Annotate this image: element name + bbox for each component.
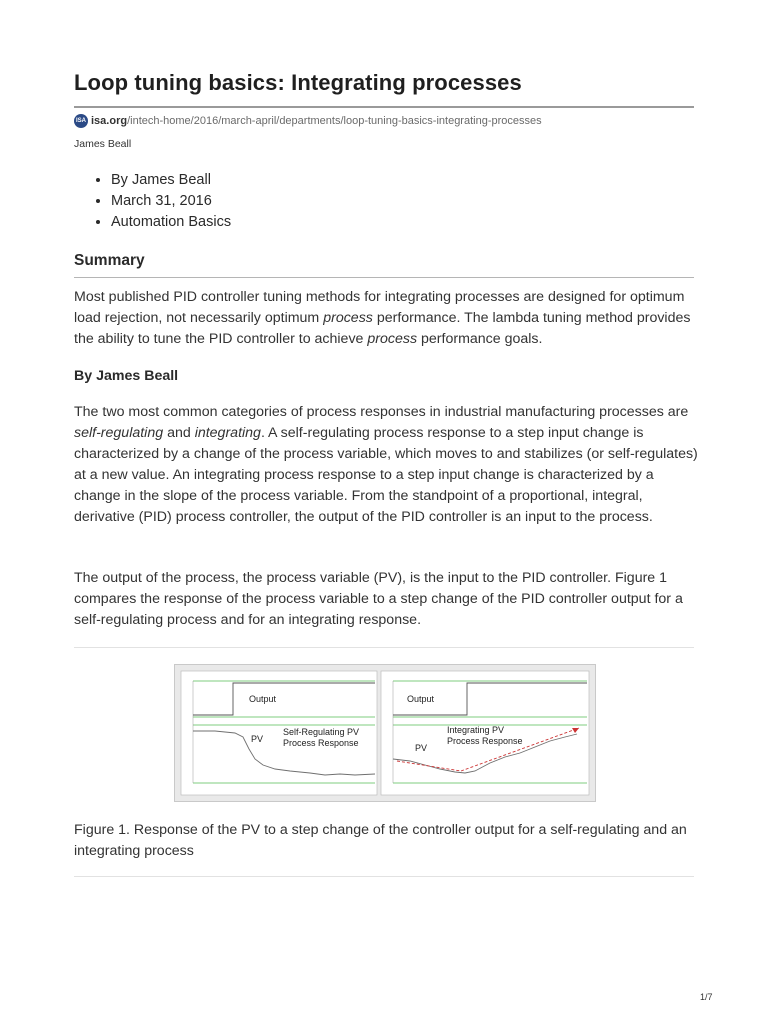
meta-byline: • By James Beall [111, 170, 231, 191]
url-path[interactable]: /intech-home/2016/march-april/departments/loop-tuning-basics-integrating-processes [127, 115, 542, 127]
byline: By James Beall [74, 368, 179, 384]
right-title-line-2: Process Response [447, 736, 523, 746]
title-divider [74, 106, 694, 108]
figure-1-chart [175, 665, 595, 801]
left-title-line-2: Process Response [283, 738, 359, 748]
figure-1-caption: Figure 1. Response of the PV to a step change of the controller output for a self-regulating and an integrating process [74, 822, 687, 859]
right-pv-label: PV [415, 743, 428, 753]
body-paragraph-2: The output of the process, the process variable (PV), is the input to the PID controller. Figure 1 compares the response of the process variable to a step change of the PID controller output for a self-regulating process and for an integrating response. [74, 570, 683, 628]
left-output-label: Output [249, 694, 277, 704]
figure-bottom-divider [74, 876, 694, 877]
author-name: James Beall [74, 138, 132, 150]
summary-paragraph: Most published PID controller tuning methods for integrating processes are designed for optimum load rejection, not necessarily optimum process performance. The lambda tuning method provides the ability to tune the PID controller to achieve process performance goals. [74, 289, 691, 347]
body-paragraph-1: The two most common categories of process responses in industrial manufacturing processes are self-regulating and integrating. A self-regulating process response to a step input change is characterized by a change of the process variable, which moves to and stabilizes (or self-regulates) at a new value. An integrating process response to a step input change is characterized by a change in the slope of the process variable. From the standpoint of a proportional, integral, derivative (PID) process controller, the output of the PID controller is an input to the process. [74, 404, 698, 525]
right-output-label: Output [407, 694, 435, 704]
figure-1-image [174, 664, 596, 802]
right-title-line-1: Integrating PV [447, 725, 505, 735]
summary-divider [74, 277, 694, 278]
page-title: Loop tuning basics: Integrating processes [74, 70, 522, 95]
figure-top-divider [74, 647, 694, 648]
left-pv-label: PV [251, 734, 264, 744]
left-title-line-1: Self-Regulating PV [283, 727, 360, 737]
isa-logo-icon: ISA [74, 114, 88, 128]
meta-date: • March 31, 2016 [111, 191, 231, 212]
source-url[interactable] [74, 112, 542, 130]
summary-heading: Summary [74, 252, 145, 269]
meta-category[interactable]: • Automation Basics [111, 212, 231, 233]
page-number: 1/7 [700, 992, 713, 1002]
article-meta-list [74, 170, 231, 233]
url-domain[interactable]: isa.org [91, 115, 128, 127]
